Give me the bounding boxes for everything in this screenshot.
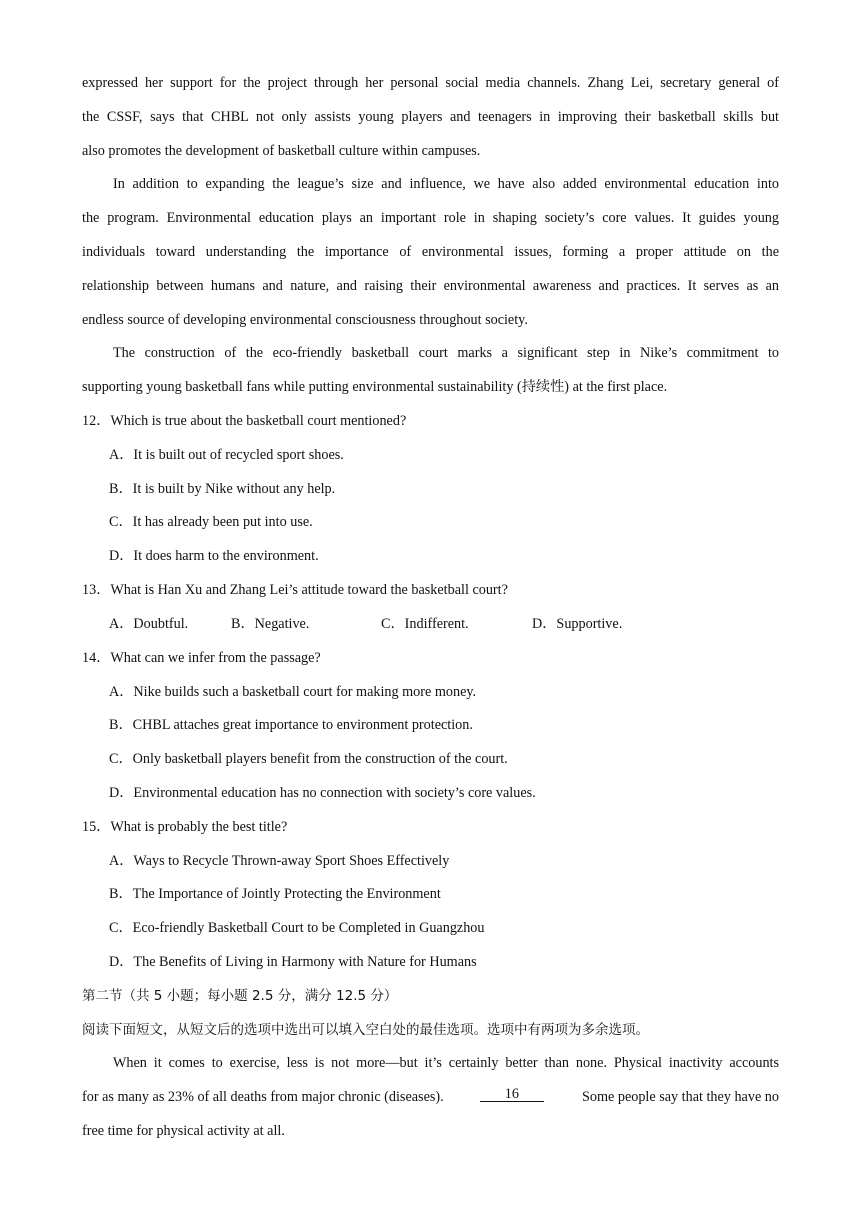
question-14-option-a: A．Nike builds such a basketball court for making more money. [109,684,477,700]
passage-p2-line-3: individuals toward understanding the importance of environmental issues, forming a proper attitude on the [82,244,779,260]
section-instruction: 阅读下面短文，从短文后的选项中选出可以填入空白处的最佳选项。选项中有两项为多余选项。 [82,1022,649,1038]
question-15-option-a: A．Ways to Recycle Thrown-away Sport Shoes Effectively [109,853,450,869]
question-12-option-c: C．It has already been put into use. [109,514,313,530]
passage-p1-line-1: expressed her support for the project through her personal social media channels. Zhang Lei, secretary general of [82,75,779,91]
question-12-option-a: A．It is built out of recycled sport shoes. [109,447,344,463]
question-13-option-a: A．Doubtful. [109,616,189,632]
section2-p1-line-1: When it comes to exercise, less is not more—but it’s certainly better than none. Physical inactivity accounts [113,1055,779,1071]
section2-p1-line-2-start: for as many as 23% of all deaths from major chronic (diseases). [82,1089,444,1105]
section2-p1-line-3: free time for physical activity at all. [82,1123,285,1139]
passage-p1-line-2: the CSSF, says that CHBL not only assists young players and teenagers in improving their basketball skills but [82,109,779,125]
question-13-option-d: D．Supportive. [532,616,623,632]
question-13-option-c: C．Indifferent. [381,616,469,632]
passage-p2-line-5: endless source of developing environmental consciousness throughout society. [82,312,528,328]
question-13-option-b: B．Negative. [231,616,310,632]
passage-p2-line-4: relationship between humans and nature, and raising their environmental awareness and practices. It serves as an [82,278,779,294]
question-12-option-d: D．It does harm to the environment. [109,548,319,564]
question-14-option-b: B．CHBL attaches great importance to environment protection. [109,717,473,733]
question-14-option-c: C．Only basketball players benefit from the construction of the court. [109,751,508,767]
blank-number: 16 [504,1086,519,1102]
passage-p3-line-2: supporting young basketball fans while putting environmental sustainability (持续性) at the first place. [82,379,668,395]
question-14-stem: 14．What can we infer from the passage? [82,650,321,666]
passage-p2-line-2: the program. Environmental education plays an important role in shaping society’s core values. It guides young [82,210,779,226]
question-15-option-b: B．The Importance of Jointly Protecting the Environment [109,886,441,902]
question-14-option-d: D．Environmental education has no connection with society’s core values. [109,785,536,801]
answer-blank-16[interactable] [480,1087,544,1102]
section-heading: 第二节（共 5 小题；每小题 2.5 分，满分 12.5 分） [82,988,398,1004]
passage-p2-line-1: In addition to expanding the league’s size and influence, we have also added environmental education into [113,176,779,192]
passage-p1-line-3: also promotes the development of basketball culture within campuses. [82,143,481,159]
question-13-stem: 13．What is Han Xu and Zhang Lei’s attitude toward the basketball court? [82,582,508,598]
question-12-stem: 12．Which is true about the basketball court mentioned? [82,413,407,429]
passage-p3-line-1: The construction of the eco-friendly basketball court marks a significant step in Nike’s commitment to [113,345,779,361]
section2-p1-line-2 [82,1087,779,1107]
question-15-option-c: C．Eco-friendly Basketball Court to be Completed in Guangzhou [109,920,485,936]
question-15-option-d: D．The Benefits of Living in Harmony with Nature for Humans [109,954,477,970]
question-15-stem: 15．What is probably the best title? [82,819,288,835]
section2-p1-line-2-end: Some people say that they have no [581,1089,779,1105]
question-12-option-b: B．It is built by Nike without any help. [109,481,336,497]
